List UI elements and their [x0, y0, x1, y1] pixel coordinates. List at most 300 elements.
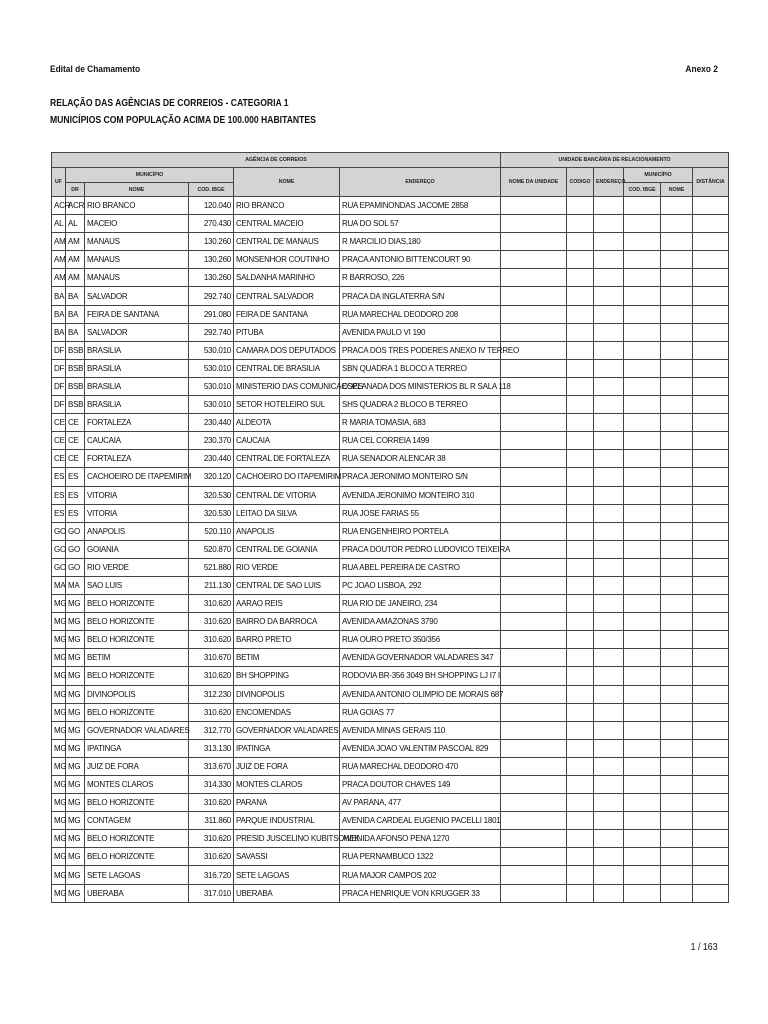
cell-empty	[693, 486, 729, 504]
cell-endereco: R MARIA TOMASIA, 683	[340, 414, 501, 432]
cell-empty	[501, 215, 567, 233]
cell-empty	[624, 468, 661, 486]
cell-empty	[661, 776, 693, 794]
cell-uf: AM	[52, 269, 66, 287]
cell-municipio: SALVADOR	[85, 323, 189, 341]
cell-cod-ibge: 130.260	[189, 251, 234, 269]
cell-empty	[501, 305, 567, 323]
cell-nome: ENCOMENDAS	[234, 703, 340, 721]
cell-empty	[594, 522, 624, 540]
cell-empty	[661, 794, 693, 812]
cell-cod-ibge: 310.620	[189, 595, 234, 613]
cell-empty	[661, 396, 693, 414]
cell-empty	[594, 305, 624, 323]
cell-nome: CENTRAL DE FORTALEZA	[234, 450, 340, 468]
cell-empty	[501, 233, 567, 251]
cell-municipio: BELO HORIZONTE	[85, 595, 189, 613]
cell-empty	[594, 432, 624, 450]
cell-municipio: MANAUS	[85, 233, 189, 251]
cell-dr: MG	[66, 631, 85, 649]
cell-empty	[594, 866, 624, 884]
table-row	[52, 251, 729, 269]
table-row	[52, 522, 729, 540]
cell-empty	[501, 757, 567, 775]
cell-nome: FEIRA DE SANTANA	[234, 305, 340, 323]
cell-empty	[501, 486, 567, 504]
cell-empty	[661, 739, 693, 757]
cell-cod-ibge: 521.880	[189, 558, 234, 576]
cell-empty	[693, 522, 729, 540]
cell-uf: MA	[52, 576, 66, 594]
cell-empty	[693, 269, 729, 287]
cell-cod-ibge: 313.130	[189, 739, 234, 757]
cell-nome: RIO BRANCO	[234, 197, 340, 215]
cell-nome: CENTRAL DE SAO LUIS	[234, 576, 340, 594]
cell-municipio: MANAUS	[85, 251, 189, 269]
cell-empty	[567, 305, 594, 323]
cell-empty	[624, 323, 661, 341]
cell-empty	[567, 432, 594, 450]
cell-empty	[693, 432, 729, 450]
cell-dr: AM	[66, 269, 85, 287]
cell-empty	[693, 830, 729, 848]
cell-endereco: PRACA ANTONIO BITTENCOURT 90	[340, 251, 501, 269]
cell-empty	[661, 613, 693, 631]
cell-empty	[567, 341, 594, 359]
cell-nome: IPATINGA	[234, 739, 340, 757]
cell-uf: MG	[52, 848, 66, 866]
cell-nome: JUIZ DE FORA	[234, 757, 340, 775]
cell-dr: GO	[66, 540, 85, 558]
table-row	[52, 595, 729, 613]
cell-empty	[501, 251, 567, 269]
cell-uf: BA	[52, 287, 66, 305]
cell-cod-ibge: 310.620	[189, 830, 234, 848]
cell-empty	[501, 522, 567, 540]
cell-empty	[661, 341, 693, 359]
cell-empty	[624, 812, 661, 830]
cell-municipio: BELO HORIZONTE	[85, 667, 189, 685]
cell-cod-ibge: 230.440	[189, 450, 234, 468]
cell-uf: MG	[52, 721, 66, 739]
cell-dr: GO	[66, 522, 85, 540]
cell-endereco: R MARCILIO DIAS,180	[340, 233, 501, 251]
cell-dr: MG	[66, 595, 85, 613]
cell-empty	[567, 558, 594, 576]
cell-endereco: RUA SENADOR ALENCAR 38	[340, 450, 501, 468]
cell-empty	[567, 323, 594, 341]
cell-empty	[624, 197, 661, 215]
cell-empty	[661, 540, 693, 558]
cell-dr: AM	[66, 251, 85, 269]
cell-uf: MG	[52, 685, 66, 703]
cell-nome: UBERABA	[234, 884, 340, 902]
table-row	[52, 341, 729, 359]
cell-empty	[501, 794, 567, 812]
cell-empty	[693, 884, 729, 902]
cell-nome: LEITAO DA SILVA	[234, 504, 340, 522]
cell-nome: CENTRAL DE BRASILIA	[234, 359, 340, 377]
table-row	[52, 685, 729, 703]
cell-cod-ibge: 310.620	[189, 667, 234, 685]
cell-empty	[693, 703, 729, 721]
cell-municipio: SETE LAGOAS	[85, 866, 189, 884]
cell-uf: GO	[52, 558, 66, 576]
cell-empty	[693, 251, 729, 269]
cell-empty	[693, 287, 729, 305]
table-row	[52, 613, 729, 631]
cell-municipio: BRASILIA	[85, 396, 189, 414]
cell-empty	[693, 233, 729, 251]
cell-empty	[624, 739, 661, 757]
cell-empty	[661, 721, 693, 739]
cell-empty	[624, 251, 661, 269]
cell-empty	[624, 377, 661, 395]
cell-empty	[624, 558, 661, 576]
cell-empty	[567, 776, 594, 794]
cell-empty	[661, 468, 693, 486]
cell-empty	[567, 830, 594, 848]
cell-empty	[501, 830, 567, 848]
cell-endereco: RUA EPAMINONDAS JACOME 2858	[340, 197, 501, 215]
cell-dr: AL	[66, 215, 85, 233]
cell-endereco: PRACA DOUTOR CHAVES 149	[340, 776, 501, 794]
cell-empty	[693, 757, 729, 775]
cell-endereco: RUA PERNAMBUCO 1322	[340, 848, 501, 866]
group-header-unidade: UNIDADE BANCÁRIA DE RELACIONAMENTO	[501, 153, 729, 168]
cell-empty	[594, 468, 624, 486]
cell-empty	[661, 215, 693, 233]
cell-empty	[624, 414, 661, 432]
col-header-municipio-nome: NOME	[85, 183, 189, 197]
cell-dr: MA	[66, 576, 85, 594]
cell-uf: MG	[52, 794, 66, 812]
cell-empty	[567, 649, 594, 667]
cell-empty	[567, 866, 594, 884]
cell-uf: MG	[52, 776, 66, 794]
cell-dr: BSB	[66, 396, 85, 414]
cell-nome: CENTRAL DE VITORIA	[234, 486, 340, 504]
cell-empty	[501, 414, 567, 432]
cell-empty	[661, 269, 693, 287]
cell-cod-ibge: 230.440	[189, 414, 234, 432]
cell-nome: CENTRAL MACEIO	[234, 215, 340, 233]
cell-endereco: AVENIDA AFONSO PENA 1270	[340, 830, 501, 848]
cell-empty	[501, 667, 567, 685]
table-row	[52, 812, 729, 830]
cell-empty	[594, 667, 624, 685]
cell-empty	[501, 269, 567, 287]
cell-dr: BSB	[66, 377, 85, 395]
cell-nome: BARRO PRETO	[234, 631, 340, 649]
cell-empty	[594, 794, 624, 812]
cell-empty	[594, 414, 624, 432]
cell-empty	[594, 215, 624, 233]
cell-uf: GO	[52, 540, 66, 558]
cell-empty	[693, 450, 729, 468]
cell-empty	[693, 776, 729, 794]
cell-empty	[501, 450, 567, 468]
cell-empty	[594, 595, 624, 613]
cell-uf: MG	[52, 884, 66, 902]
cell-endereco: AVENIDA PAULO VI 190	[340, 323, 501, 341]
cell-empty	[501, 396, 567, 414]
cell-empty	[594, 558, 624, 576]
table-row	[52, 432, 729, 450]
col-header-cod-ibge-unidade: COD. IBGE	[624, 183, 661, 197]
cell-uf: MG	[52, 613, 66, 631]
cell-empty	[624, 884, 661, 902]
cell-nome: GOVERNADOR VALADARES	[234, 721, 340, 739]
cell-empty	[624, 576, 661, 594]
cell-cod-ibge: 211.130	[189, 576, 234, 594]
cell-empty	[501, 558, 567, 576]
cell-uf: ES	[52, 504, 66, 522]
cell-nome: MINISTERIO DAS COMUNICACOES	[234, 377, 340, 395]
cell-uf: MG	[52, 703, 66, 721]
cell-endereco: RUA ABEL PEREIRA DE CASTRO	[340, 558, 501, 576]
table-row	[52, 323, 729, 341]
col-header-endereco: ENDEREÇO	[340, 168, 501, 197]
cell-cod-ibge: 310.620	[189, 613, 234, 631]
cell-empty	[661, 848, 693, 866]
cell-empty	[624, 450, 661, 468]
cell-empty	[594, 251, 624, 269]
cell-empty	[501, 776, 567, 794]
cell-empty	[501, 576, 567, 594]
cell-empty	[594, 576, 624, 594]
cell-cod-ibge: 310.620	[189, 703, 234, 721]
cell-uf: MG	[52, 595, 66, 613]
cell-municipio: DIVINOPOLIS	[85, 685, 189, 703]
cell-cod-ibge: 310.620	[189, 631, 234, 649]
cell-empty	[693, 323, 729, 341]
cell-dr: MG	[66, 866, 85, 884]
cell-dr: MG	[66, 830, 85, 848]
cell-empty	[693, 540, 729, 558]
table-row	[52, 703, 729, 721]
cell-endereco: PRACA DOUTOR PEDRO LUDOVICO TEIXEIRA	[340, 540, 501, 558]
cell-cod-ibge: 316.720	[189, 866, 234, 884]
cell-municipio: CAUCAIA	[85, 432, 189, 450]
cell-empty	[594, 703, 624, 721]
cell-uf: GO	[52, 522, 66, 540]
cell-empty	[693, 812, 729, 830]
cell-empty	[594, 396, 624, 414]
cell-endereco: AVENIDA JERONIMO MONTEIRO 310	[340, 486, 501, 504]
cell-empty	[567, 884, 594, 902]
cell-empty	[594, 649, 624, 667]
cell-empty	[624, 848, 661, 866]
cell-empty	[661, 414, 693, 432]
cell-municipio: MANAUS	[85, 269, 189, 287]
cell-cod-ibge: 310.670	[189, 649, 234, 667]
col-header-nome-unidade-municipio: NOME	[661, 183, 693, 197]
cell-dr: MG	[66, 703, 85, 721]
cell-nome: PARQUE INDUSTRIAL	[234, 812, 340, 830]
cell-empty	[661, 251, 693, 269]
cell-nome: MONSENHOR COUTINHO	[234, 251, 340, 269]
cell-empty	[594, 323, 624, 341]
cell-dr: CE	[66, 450, 85, 468]
cell-endereco: AVENIDA GOVERNADOR VALADARES 347	[340, 649, 501, 667]
document-subtitle: MUNICÍPIOS COM POPULAÇÃO ACIMA DE 100.000 HABITANTES	[50, 115, 316, 126]
col-header-cod-ibge: COD. IBGE	[189, 183, 234, 197]
cell-empty	[567, 450, 594, 468]
cell-nome: AARAO REIS	[234, 595, 340, 613]
cell-empty	[594, 359, 624, 377]
cell-cod-ibge: 312.770	[189, 721, 234, 739]
cell-cod-ibge: 230.370	[189, 432, 234, 450]
cell-municipio: BELO HORIZONTE	[85, 703, 189, 721]
cell-nome: CACHOEIRO DO ITAPEMIRIM	[234, 468, 340, 486]
cell-dr: MG	[66, 848, 85, 866]
cell-empty	[567, 848, 594, 866]
cell-cod-ibge: 520.870	[189, 540, 234, 558]
cell-empty	[693, 396, 729, 414]
cell-uf: AM	[52, 251, 66, 269]
document-header-left: Edital de Chamamento	[50, 64, 141, 75]
cell-municipio: BELO HORIZONTE	[85, 613, 189, 631]
cell-empty	[594, 721, 624, 739]
table-row	[52, 667, 729, 685]
cell-cod-ibge: 270.430	[189, 215, 234, 233]
cell-endereco: AVENIDA JOAO VALENTIM PASCOAL 829	[340, 739, 501, 757]
cell-municipio: UBERABA	[85, 884, 189, 902]
cell-empty	[567, 794, 594, 812]
cell-empty	[661, 522, 693, 540]
cell-municipio: MONTES CLAROS	[85, 776, 189, 794]
document-title: RELAÇÃO DAS AGÊNCIAS DE CORREIOS - CATEGORIA 1	[50, 98, 289, 109]
cell-empty	[693, 504, 729, 522]
cell-empty	[661, 233, 693, 251]
table-row	[52, 830, 729, 848]
cell-endereco: RUA DO SOL 57	[340, 215, 501, 233]
cell-empty	[661, 323, 693, 341]
cell-endereco: AV PARANA, 477	[340, 794, 501, 812]
cell-empty	[501, 197, 567, 215]
cell-uf: DF	[52, 359, 66, 377]
cell-cod-ibge: 310.620	[189, 794, 234, 812]
cell-empty	[661, 450, 693, 468]
cell-empty	[594, 540, 624, 558]
cell-endereco: RUA GOIAS 77	[340, 703, 501, 721]
cell-empty	[567, 631, 594, 649]
cell-empty	[501, 631, 567, 649]
cell-dr: ES	[66, 504, 85, 522]
table-row	[52, 233, 729, 251]
cell-empty	[594, 848, 624, 866]
cell-empty	[661, 685, 693, 703]
table-row	[52, 866, 729, 884]
table-row	[52, 794, 729, 812]
cell-empty	[501, 504, 567, 522]
table-row	[52, 848, 729, 866]
table-row	[52, 468, 729, 486]
cell-empty	[594, 739, 624, 757]
cell-empty	[693, 414, 729, 432]
cell-municipio: BRASILIA	[85, 341, 189, 359]
cell-empty	[567, 468, 594, 486]
cell-empty	[567, 233, 594, 251]
cell-empty	[624, 341, 661, 359]
cell-dr: CE	[66, 432, 85, 450]
cell-empty	[501, 359, 567, 377]
cell-nome: MONTES CLAROS	[234, 776, 340, 794]
cell-uf: MG	[52, 866, 66, 884]
cell-empty	[501, 287, 567, 305]
cell-endereco: SBN QUADRA 1 BLOCO A TERREO	[340, 359, 501, 377]
cell-empty	[624, 359, 661, 377]
cell-empty	[567, 251, 594, 269]
cell-nome: SETE LAGOAS	[234, 866, 340, 884]
agencies-table	[51, 152, 729, 903]
cell-empty	[693, 794, 729, 812]
cell-uf: DF	[52, 341, 66, 359]
cell-empty	[567, 757, 594, 775]
cell-cod-ibge: 130.260	[189, 233, 234, 251]
cell-empty	[567, 486, 594, 504]
cell-uf: MG	[52, 739, 66, 757]
document-header-right: Anexo 2	[685, 64, 718, 75]
table-row	[52, 450, 729, 468]
cell-empty	[661, 649, 693, 667]
col-header-endereco-unidade: ENDEREÇO	[594, 168, 624, 197]
cell-empty	[624, 794, 661, 812]
cell-dr: MG	[66, 721, 85, 739]
cell-cod-ibge: 291.080	[189, 305, 234, 323]
cell-empty	[661, 703, 693, 721]
cell-empty	[693, 305, 729, 323]
cell-empty	[661, 486, 693, 504]
cell-municipio: GOIANIA	[85, 540, 189, 558]
cell-empty	[501, 432, 567, 450]
cell-empty	[567, 685, 594, 703]
cell-municipio: BELO HORIZONTE	[85, 848, 189, 866]
page-number: 1 / 163	[691, 942, 718, 953]
cell-nome: ANAPOLIS	[234, 522, 340, 540]
cell-dr: CE	[66, 414, 85, 432]
cell-empty	[693, 377, 729, 395]
table-row	[52, 739, 729, 757]
cell-empty	[661, 432, 693, 450]
cell-empty	[693, 667, 729, 685]
cell-dr: BSB	[66, 341, 85, 359]
cell-empty	[693, 197, 729, 215]
cell-dr: MG	[66, 757, 85, 775]
cell-uf: CE	[52, 450, 66, 468]
cell-empty	[624, 721, 661, 739]
cell-empty	[693, 631, 729, 649]
cell-empty	[501, 685, 567, 703]
cell-municipio: FEIRA DE SANTANA	[85, 305, 189, 323]
cell-empty	[661, 197, 693, 215]
cell-municipio: MACEIO	[85, 215, 189, 233]
cell-empty	[594, 830, 624, 848]
cell-empty	[501, 884, 567, 902]
cell-empty	[567, 812, 594, 830]
cell-empty	[624, 631, 661, 649]
cell-endereco: RODOVIA BR-356 3049 BH SHOPPING LJ I7 I	[340, 667, 501, 685]
cell-dr: BA	[66, 287, 85, 305]
cell-dr: GO	[66, 558, 85, 576]
col-header-municipio: MUNICÍPIO	[66, 168, 234, 183]
table-row	[52, 197, 729, 215]
table-row	[52, 305, 729, 323]
table-row	[52, 287, 729, 305]
cell-municipio: RIO BRANCO	[85, 197, 189, 215]
cell-uf: MG	[52, 667, 66, 685]
